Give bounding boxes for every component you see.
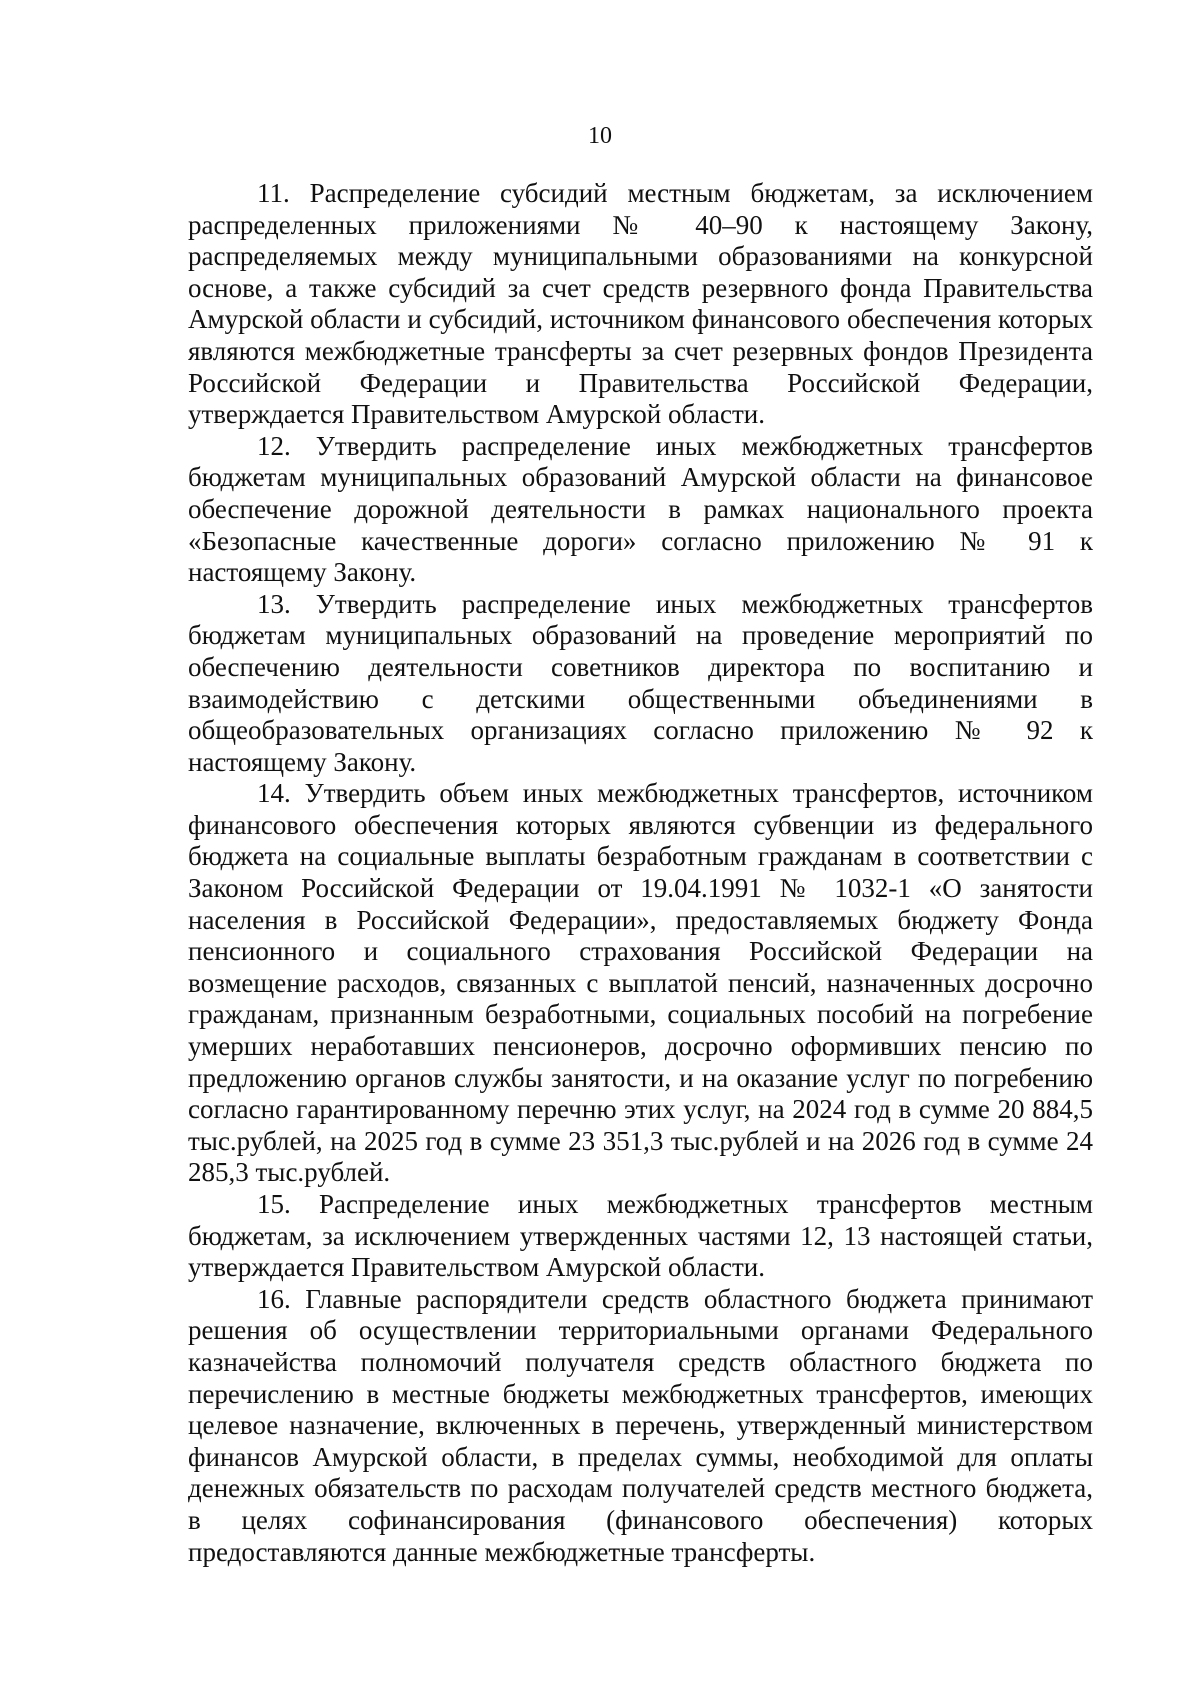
paragraph-14: 14. Утвердить объем иных межбюджетных трансфертов, источником финансового обеспечения которых являются субвенции из федерального бюджета на социальные выплаты безработным гражданам в соответствии с Законом Российской Федерации от 19.04.1991 № 1032-1 «О занятости населения в Российской Федерации», предоставляемых бюджету Фонда пенсионного и социального страхования Российской Федерации на возмещение расходов, связанных с выплатой пенсий, назначенных досрочно гражданам, признанным безработными, социальных пособий на погребение умерших неработавших пенсионеров, досрочно оформивших пенсию по предложению органов службы занятости, и на оказание услуг по погребению согласно гарантированному перечню этих услуг, на 2024 год в сумме 20 884,5 тыс.рублей, на 2025 год в сумме 23 351,3 тыс.рублей и на 2026 год в сумме 24 285,3 тыс.рублей. xyxy=(188,778,1093,1188)
paragraph-11: 11. Распределение субсидий местным бюджетам, за исключением распределенных приложениями № 40–90 к настоящему Закону, распределяемых между муниципальными образованиями на конкурсной основе, а также субсидий за счет средств резервного фонда Правительства Амурской области и субсидий, источником финансового обеспечения которых являются межбюджетные трансферты за счет резервных фондов Президента Российской Федерации и Правительства Российской Федерации, утверждается Правительством Амурской области. xyxy=(188,178,1093,430)
document-body xyxy=(188,178,1093,1568)
paragraph-16: 16. Главные распорядители средств областного бюджета принимают решения об осуществлении территориальными органами Федерального казначейства полномочий получателя средств областного бюджета по перечислению в местные бюджеты межбюджетных трансфертов, имеющих целевое назначение, включенных в перечень, утвержденный министерством финансов Амурской области, в пределах суммы, необходимой для оплаты денежных обязательств по расходам получателей средств местного бюджета, в целях софинансирования (финансового обеспечения) которых предоставляются данные межбюджетные трансферты. xyxy=(188,1283,1093,1567)
page-number: 10 xyxy=(588,123,612,149)
paragraph-15: 15. Распределение иных межбюджетных трансфертов местным бюджетам, за исключением утвержденных частями 12, 13 настоящей статьи, утверждается Правительством Амурской области. xyxy=(188,1189,1093,1283)
paragraph-13: 13. Утвердить распределение иных межбюджетных трансфертов бюджетам муниципальных образований на проведение мероприятий по обеспечению деятельности советников директора по воспитанию и взаимодействию с детскими общественными объединениями в общеобразовательных организациях согласно приложению № 92 к настоящему Закону. xyxy=(188,588,1093,777)
paragraph-12: 12. Утвердить распределение иных межбюджетных трансфертов бюджетам муниципальных образований Амурской области на финансовое обеспечение дорожной деятельности в рамках национального проекта «Безопасные качественные дороги» согласно приложению № 91 к настоящему Закону. xyxy=(188,430,1093,588)
